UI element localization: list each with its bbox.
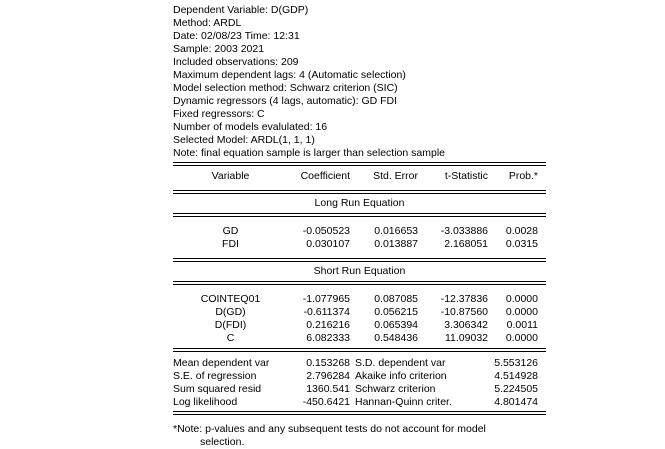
- divider: [173, 284, 546, 285]
- cell-prob: 0.0011: [506, 319, 538, 331]
- header-method: Method: ARDL: [173, 17, 242, 29]
- header-max-lags: Maximum dependent lags: 4 (Automatic selection): [173, 69, 406, 81]
- divider: [173, 193, 546, 194]
- cell-prob: 0.0000: [505, 293, 538, 305]
- cell-prob: 0.0028: [505, 225, 538, 237]
- cell-t-statistic: -12.37836: [440, 293, 488, 305]
- header-note: Note: final equation sample is larger than selection sample: [173, 147, 445, 159]
- divider: [173, 348, 546, 349]
- divider: [173, 190, 546, 191]
- cell-prob: 0.0315: [505, 238, 538, 250]
- ardl-output: [173, 4, 546, 449]
- stats-row: [173, 383, 546, 396]
- divider: [173, 351, 546, 352]
- cell-variable: FDI: [222, 238, 239, 250]
- divider: [173, 213, 546, 214]
- table-row: [173, 225, 546, 238]
- long-run-rows: [173, 225, 546, 251]
- header-dynamic-regressors: Dynamic regressors (4 lags, automatic): GD FDI: [173, 95, 398, 107]
- stat-label: Akaike info criterion: [355, 370, 447, 382]
- cell-variable: GD: [222, 225, 239, 237]
- footnote: [173, 423, 546, 449]
- cell-coefficient: 6.082333: [306, 332, 350, 344]
- divider: [173, 165, 546, 166]
- cell-std-error: 0.548436: [374, 332, 418, 344]
- stat-value: 4.801474: [494, 396, 538, 408]
- cell-coefficient: -0.050523: [302, 225, 350, 237]
- cell-t-statistic: -3.033886: [440, 225, 488, 237]
- header-sample: Sample: 2003 2021: [173, 43, 265, 55]
- col-t-statistic: t-Statistic: [444, 170, 488, 182]
- col-variable: Variable: [211, 170, 250, 182]
- stat-label: Mean dependent var: [173, 357, 270, 369]
- stat-label: Schwarz criterion: [355, 383, 436, 395]
- stat-value: 0.153268: [306, 357, 350, 369]
- stat-value: 5.224505: [494, 383, 538, 395]
- divider: [173, 258, 546, 259]
- footnote-line: selection.: [200, 436, 245, 448]
- stat-label: S.D. dependent var: [355, 357, 446, 369]
- table-row: [173, 332, 546, 345]
- col-prob: Prob.*: [508, 170, 538, 182]
- header-selected-model: Selected Model: ARDL(1, 1, 1): [173, 134, 315, 146]
- stats-row: [173, 357, 546, 370]
- short-run-rows: [173, 293, 546, 345]
- header-selection-method: Model selection method: Schwarz criterion (SIC): [173, 82, 398, 94]
- divider: [173, 281, 546, 282]
- table-row: [173, 306, 546, 319]
- cell-std-error: 0.065394: [374, 319, 418, 331]
- col-coefficient: Coefficient: [300, 170, 350, 182]
- cell-t-statistic: 11.09032: [444, 332, 488, 344]
- cell-variable: C: [226, 332, 235, 344]
- summary-stats: [173, 357, 546, 409]
- divider: [173, 411, 546, 412]
- cell-std-error: 0.013887: [374, 238, 418, 250]
- header-fixed-regressors: Fixed regressors: C: [173, 108, 265, 120]
- stat-value: 2.796284: [306, 370, 350, 382]
- stat-value: 1360.541: [306, 383, 350, 395]
- header-block: [173, 4, 546, 160]
- header-dependent-variable: Dependent Variable: D(GDP): [173, 4, 309, 16]
- header-observations: Included observations: 209: [173, 56, 299, 68]
- stats-row: [173, 396, 546, 409]
- divider: [173, 261, 546, 262]
- cell-variable: D(GD): [215, 306, 246, 318]
- cell-prob: 0.0000: [505, 332, 538, 344]
- cell-std-error: 0.087085: [374, 293, 418, 305]
- short-run-title: Short Run Equation: [313, 265, 406, 277]
- cell-coefficient: -0.611374: [303, 306, 350, 318]
- stat-value: 4.514928: [494, 370, 538, 382]
- table-row: [173, 319, 546, 332]
- stat-label: Log likelihood: [173, 396, 238, 408]
- stats-row: [173, 370, 546, 383]
- table-row: [173, 238, 546, 251]
- stat-label: Hannan-Quinn criter.: [355, 396, 452, 408]
- footnote-line: *Note: p-values and any subsequent tests do not account for model: [173, 423, 486, 435]
- table-row: [173, 293, 546, 306]
- stat-value: 5.553126: [494, 357, 538, 369]
- cell-t-statistic: -10.87560: [440, 306, 488, 318]
- cell-variable: D(FDI): [214, 319, 247, 331]
- cell-coefficient: 0.030107: [306, 238, 350, 250]
- stat-value: -450.6421: [302, 396, 350, 408]
- cell-variable: COINTEQ01: [200, 293, 261, 305]
- cell-coefficient: -1.077965: [302, 293, 350, 305]
- divider: [173, 414, 546, 415]
- col-std-error: Std. Error: [373, 170, 418, 182]
- cell-prob: 0.0000: [505, 306, 538, 318]
- column-headers: [173, 170, 546, 183]
- stat-label: S.E. of regression: [173, 370, 257, 382]
- header-models-evaluated: Number of models evalulated: 16: [173, 121, 328, 133]
- cell-std-error: 0.056215: [374, 306, 418, 318]
- cell-t-statistic: 3.306342: [444, 319, 488, 331]
- divider: [173, 162, 546, 163]
- stat-label: Sum squared resid: [173, 383, 262, 395]
- cell-t-statistic: 2.168051: [444, 238, 488, 250]
- header-date: Date: 02/08/23 Time: 12:31: [173, 30, 300, 42]
- divider: [173, 216, 546, 217]
- long-run-title: Long Run Equation: [314, 197, 405, 209]
- cell-coefficient: 0.216216: [306, 319, 350, 331]
- cell-std-error: 0.016653: [374, 225, 418, 237]
